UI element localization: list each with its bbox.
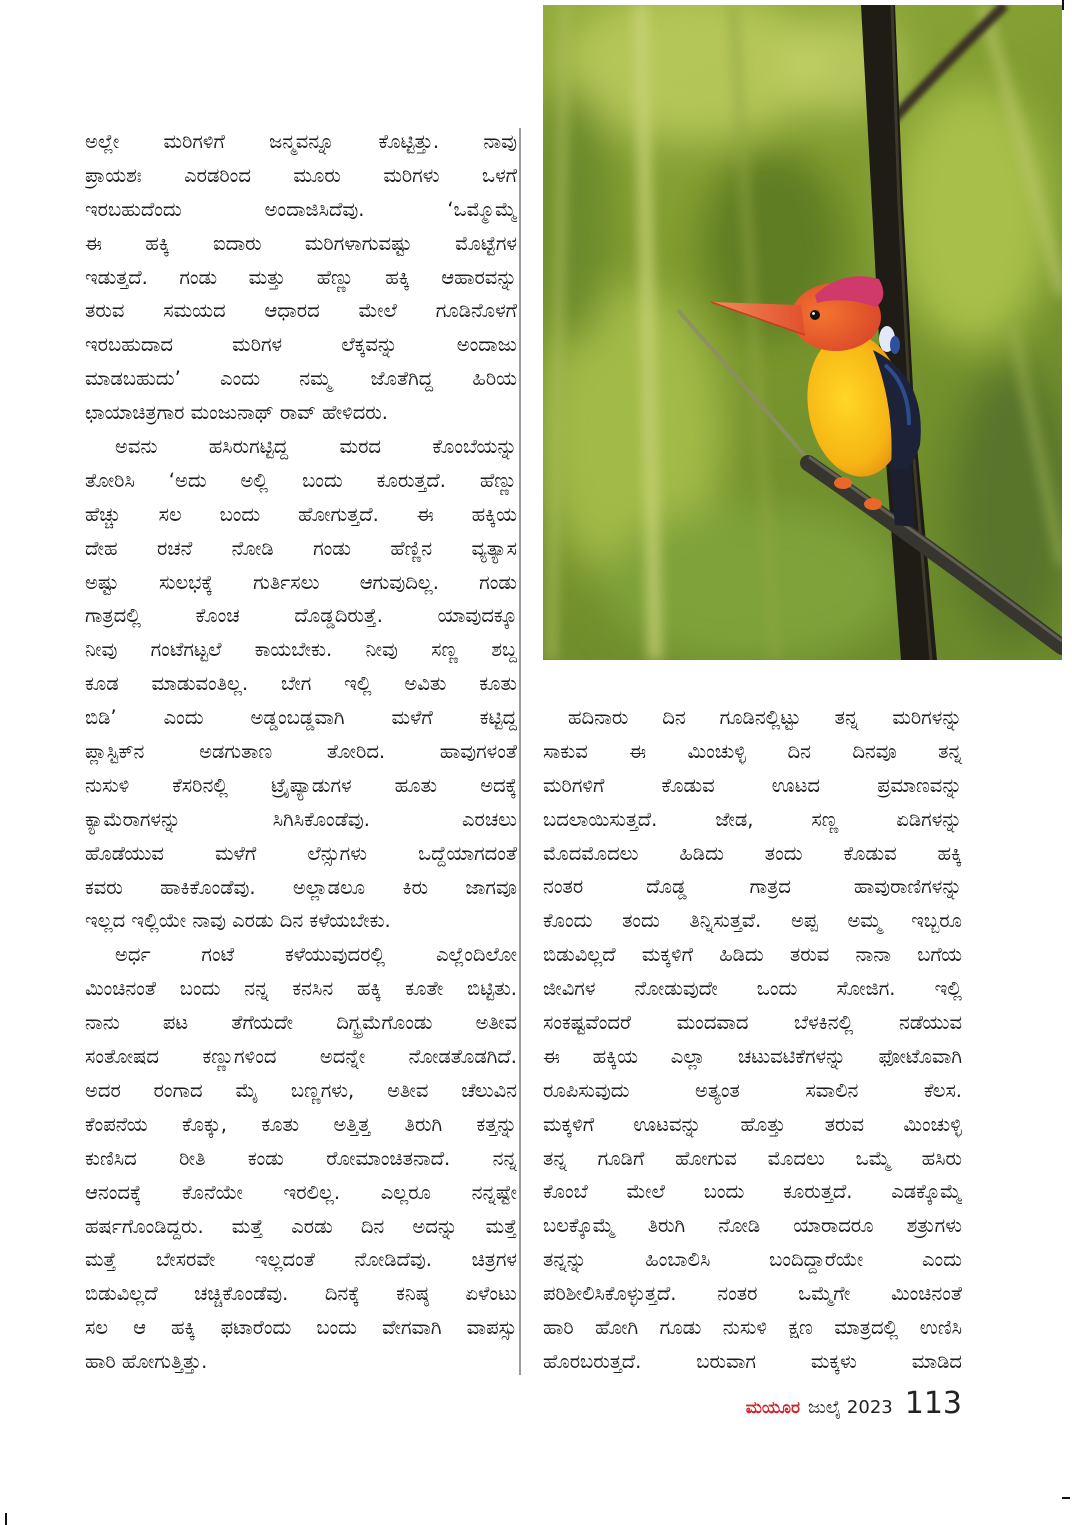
text-line: ಪರಿಶೀಲಿಸಿಕೊಳ್ಳುತ್ತದೆ. ನಂತರ ಒಮ್ಮೆಗೇ ಮಿಂಚಿನಂತೆ — [543, 1282, 962, 1306]
text-line: ಪ್ರಾಯಶಃ ಎರಡರಿಂದ ಮೂರು ಮರಿಗಳು ಒಳಗೆ — [85, 163, 517, 187]
text-line: ಕೂಡ ಮಾಡುವಂತಿಲ್ಲ. ಬೇಗ ಇಲ್ಲಿ ಅವಿತು ಕೂತು — [85, 672, 517, 696]
text-line: ಕೊಂದು ತಂದು ತಿನ್ನಿಸುತ್ತವೆ. ಅಪ್ಪ ಅಮ್ಮ ಇಬ್ಬರೂ — [543, 909, 962, 933]
text-line: ನಾನು ಪಟ ತೆಗೆಯದೇ ದಿಗ್ಭ್ರಮೆಗೊಂಡು ಅತೀವ — [85, 1011, 517, 1035]
text-line: ಬಿಡಿ’ ಎಂದು ಅಡ್ಡಂಬಡ್ಡವಾಗಿ ಮಳೆಗೆ ಕಟ್ಟಿದ್ದ — [85, 706, 517, 730]
text-line: ಅಲ್ಲೇ ಮರಿಗಳಿಗೆ ಜನ್ಮವನ್ನೂ ಕೊಟ್ಟಿತ್ತು. ನಾವು — [85, 130, 517, 153]
text-line: ಇಡುತ್ತದೆ. ಗಂಡು ಮತ್ತು ಹೆಣ್ಣು ಹಕ್ಕಿ ಆಹಾರವನ್ನು — [85, 265, 517, 289]
paragraph — [543, 701, 962, 1379]
paragraph — [85, 430, 517, 938]
text-line: ತೋರಿಸಿ ‘ಅದು ಅಲ್ಲಿ ಬಂದು ಕೂರುತ್ತದೆ. ಹೆಣ್ಣು — [85, 468, 517, 492]
text-line: ಪ್ಲಾಸ್ಟಿಕ್‌ನ ಅಡಗುತಾಣ ತೋರಿದ. ಹಾವುಗಳಂತೆ — [85, 740, 517, 764]
text-line: ಈ ಹಕ್ಕಿಯ ಎಲ್ಲಾ ಚಟುವಟಿಕೆಗಳನ್ನು ಫೋಟೊವಾಗಿ — [543, 1044, 962, 1068]
text-line: ಅವನು ಹಸಿರುಗಟ್ಟಿದ್ದ ಮರದ ಕೊಂಬೆಯನ್ನು — [115, 435, 517, 459]
text-line: ನುಸುಳಿ ಕೆಸರಿನಲ್ಲಿ ಟ್ರೈಪ್ಯಾಡುಗಳ ಹೂತು ಅದಕ್ಕೆ — [85, 773, 517, 797]
text-line: ತನ್ನ ಗೂಡಿಗೆ ಹೋಗುವ ಮೊದಲು ಒಮ್ಮೆ ಹಸಿರು — [543, 1146, 962, 1170]
text-line: ಗಾತ್ರದಲ್ಲಿ ಕೊಂಚ ದೊಡ್ಡದಿರುತ್ತೆ. ಯಾವುದಕ್ಕೂ — [85, 604, 517, 628]
text-line: ಛಾಯಾಚಿತ್ರಗಾರ ಮಂಜುನಾಥ್ ರಾವ್ ಹೇಳಿದರು. — [85, 401, 389, 425]
text-line: ಕೊಂಬೆ ಮೇಲೆ ಬಂದು ಕೂರುತ್ತದೆ. ಎಡಕ್ಕೊಮ್ಮೆ — [543, 1180, 962, 1204]
text-line: ಹಾರಿ ಹೋಗುತ್ತಿತ್ತು. — [85, 1350, 208, 1374]
text-line: ಬಿಡುವಿಲ್ಲದೆ ಮಕ್ಕಳಿಗೆ ಹಿಡಿದು ತರುವ ನಾನಾ ಬಗೆಯ — [543, 943, 962, 967]
right-text-column — [543, 701, 962, 1379]
text-line: ಹೆಚ್ಚು ಸಲ ಬಂದು ಹೋಗುತ್ತದೆ. ಈ ಹಕ್ಕಿಯ — [85, 502, 517, 526]
text-line: ಸಲ ಆ ಹಕ್ಕಿ ಫಟಾರೆಂದು ಬಂದು ವೇಗವಾಗಿ ವಾಪಸ್ಸು — [85, 1316, 517, 1340]
text-line: ಸಂಕಷ್ಟವೆಂದರೆ ಮಂದವಾದ ಬೆಳಕಿನಲ್ಲಿ ನಡೆಯುವ — [543, 1011, 962, 1035]
text-line: ರೂಪಿಸುವುದು ಅತ್ಯಂತ ಸವಾಲಿನ ಕೆಲಸ. — [543, 1078, 962, 1102]
text-line: ಕೆಂಪನೆಯ ಕೊಕ್ಕು, ಕೂತು ಅತ್ತಿತ್ತ ತಿರುಗಿ ಕತ್ತನ್ನು — [85, 1112, 517, 1136]
page-footer — [690, 1386, 962, 1421]
text-line: ಬಲಕ್ಕೊಮ್ಮೆ ತಿರುಗಿ ನೋಡಿ ಯಾರಾದರೂ ಶತ್ರುಗಳು — [543, 1214, 962, 1238]
text-line: ಇರಬಹುದಾದ ಮರಿಗಳ ಲೆಕ್ಕವನ್ನು ಅಂದಾಜು — [85, 333, 517, 357]
text-line: ಮಕ್ಕಳಿಗೆ ಊಟವನ್ನು ಹೊತ್ತು ತರುವ ಮಿಂಚುಳ್ಳಿ — [543, 1112, 962, 1136]
crop-mark — [1062, 0, 1064, 10]
text-line: ಬಿಡುವಿಲ್ಲದೆ ಚಚ್ಚಿಕೊಂಡೆವು. ದಿನಕ್ಕೆ ಕನಿಷ್ಠ ಏಳೆಂಟು — [85, 1282, 517, 1306]
column-divider — [519, 128, 521, 1375]
text-line: ಕ್ಯಾಮೆರಾಗಳನ್ನು ಸಿಗಿಸಿಕೊಂಡೆವು. ಎರಚಲು — [85, 807, 517, 831]
text-line: ಕುಣಿಸಿದ ರೀತಿ ಕಂಡು ರೋಮಾಂಚಿತನಾದೆ. ನನ್ನ — [85, 1146, 517, 1170]
text-line: ಇರಬಹುದೆಂದು ಅಂದಾಜಿಸಿದೆವು. ‘ಒಮ್ಮೊಮ್ಮೆ — [85, 197, 517, 221]
text-line: ಬದಲಾಯಿಸುತ್ತದೆ. ಜೇಡ, ಸಣ್ಣ ಏಡಿಗಳನ್ನು — [543, 807, 962, 831]
text-line: ಜೀವಿಗಳ ನೋಡುವುದೇ ಒಂದು ಸೋಜಿಗ. ಇಲ್ಲಿ — [543, 977, 962, 1001]
text-line: ಇಲ್ಲದ ಇಲ್ಲಿಯೇ ನಾವು ಎರಡು ದಿನ ಕಳೆಯಬೇಕು. — [85, 909, 391, 933]
crop-mark — [5, 1513, 7, 1525]
text-line: ಮಾಡಬಹುದು’ ಎಂದು ನಮ್ಮ ಜೊತೆಗಿದ್ದ ಹಿರಿಯ — [85, 367, 517, 391]
text-line: ಸಂತೋಷದ ಕಣ್ಣುಗಳಿಂದ ಅದನ್ನೇ ನೋಡತೊಡಗಿದೆ. — [85, 1045, 517, 1069]
paragraph — [85, 125, 517, 430]
text-line: ಕವರು ಹಾಕಿಕೊಂಡೆವು. ಅಲ್ಲಾಡಲೂ ಕಿರು ಜಾಗವೂ — [85, 875, 517, 899]
text-line: ದೇಹ ರಚನೆ ನೋಡಿ ಗಂಡು ಹೆಣ್ಣಿನ ವ್ಯತ್ಯಾಸ — [85, 536, 517, 560]
text-line: ಮೊದಮೊದಲು ಹಿಡಿದು ತಂದು ಕೊಡುವ ಹಕ್ಕಿ — [543, 841, 962, 865]
magazine-brand: ಮಯೂರ — [745, 1398, 800, 1418]
text-line: ಅರ್ಧ ಗಂಟೆ ಕಳೆಯುವುದರಲ್ಲಿ ಎಲ್ಲೆಂದಿಲೋ — [115, 943, 517, 967]
kingfisher-photo — [543, 5, 1062, 660]
text-line: ಅದರ ರಂಗಾದ ಮೈ ಬಣ್ಣಗಳು, ಅತೀವ ಚೆಲುವಿನ — [85, 1078, 517, 1102]
text-line: ತನ್ನನ್ನು ಹಿಂಬಾಲಿಸಿ ಬಂದಿದ್ದಾರೆಯೇ ಎಂದು — [543, 1248, 962, 1272]
text-line: ಹೊರಬರುತ್ತದೆ. ಬರುವಾಗ ಮಕ್ಕಳು ಮಾಡಿದ — [543, 1349, 962, 1373]
page-number: 113 — [904, 1386, 962, 1421]
text-line: ಹಾರಿ ಹೋಗಿ ಗೂಡು ನುಸುಳಿ ಕ್ಷಣ ಮಾತ್ರದಲ್ಲಿ ಉಣಿಸಿ — [543, 1316, 962, 1340]
text-line: ನಂತರ ದೊಡ್ಡ ಗಾತ್ರದ ಹಾವುರಾಣಿಗಳನ್ನು — [543, 875, 962, 899]
text-line: ಸಾಕುವ ಈ ಮಿಂಚುಳ್ಳಿ ದಿನ ದಿನವೂ ತನ್ನ — [543, 739, 962, 763]
issue-date: ಜುಲೈ 2023 — [807, 1397, 893, 1418]
text-line: ಮತ್ತೆ ಬೇಸರವೇ ಇಲ್ಲದಂತೆ ನೋಡಿದೆವು. ಚಿತ್ರಗಳ — [85, 1248, 517, 1272]
left-text-column — [85, 125, 517, 1379]
text-line: ಮರಿಗಳಿಗೆ ಕೊಡುವ ಊಟದ ಪ್ರಮಾಣವನ್ನು — [543, 773, 962, 797]
text-line: ಆನಂದಕ್ಕೆ ಕೊನೆಯೇ ಇರಲಿಲ್ಲ. ಎಲ್ಲರೂ ನನ್ನಷ್ಟೇ — [85, 1180, 517, 1204]
paragraph — [85, 938, 517, 1379]
text-line: ಹರ್ಷಗೊಂಡಿದ್ದರು. ಮತ್ತೆ ಎರಡು ದಿನ ಅದನ್ನು ಮತ್ತೆ — [85, 1214, 517, 1238]
text-line: ಈ ಹಕ್ಕಿ ಐದಾರು ಮರಿಗಳಾಗುವಷ್ಟು ಮೊಟ್ಟೆಗಳ — [85, 231, 517, 255]
text-line: ಹೊಡೆಯುವ ಮಳೆಗೆ ಲೆನ್ಸುಗಳು ಒದ್ದೆಯಾಗದಂತೆ — [85, 841, 517, 865]
text-line: ಮಿಂಚಿನಂತೆ ಬಂದು ನನ್ನ ಕನಸಿನ ಹಕ್ಕಿ ಕೂತೇ ಬಿಟ್ಟಿತು. — [85, 977, 517, 1001]
text-line: ಅಷ್ಟು ಸುಲಭಕ್ಕೆ ಗುರ್ತಿಸಲು ಆಗುವುದಿಲ್ಲ. ಗಂಡು — [85, 570, 517, 594]
text-line: ತರುವ ಸಮಯದ ಆಧಾರದ ಮೇಲೆ ಗೂಡಿನೊಳಗೆ — [85, 299, 517, 323]
text-line: ನೀವು ಗಂಟೆಗಟ್ಟಲೆ ಕಾಯಬೇಕು. ನೀವು ಸಣ್ಣ ಶಬ್ದ — [85, 638, 517, 662]
crop-mark — [1062, 1497, 1070, 1499]
text-line: ಹದಿನಾರು ದಿನ ಗೂಡಿನಲ್ಲಿಟ್ಟು ತನ್ನ ಮರಿಗಳನ್ನು — [568, 706, 962, 729]
photo-illustration — [543, 5, 1062, 660]
